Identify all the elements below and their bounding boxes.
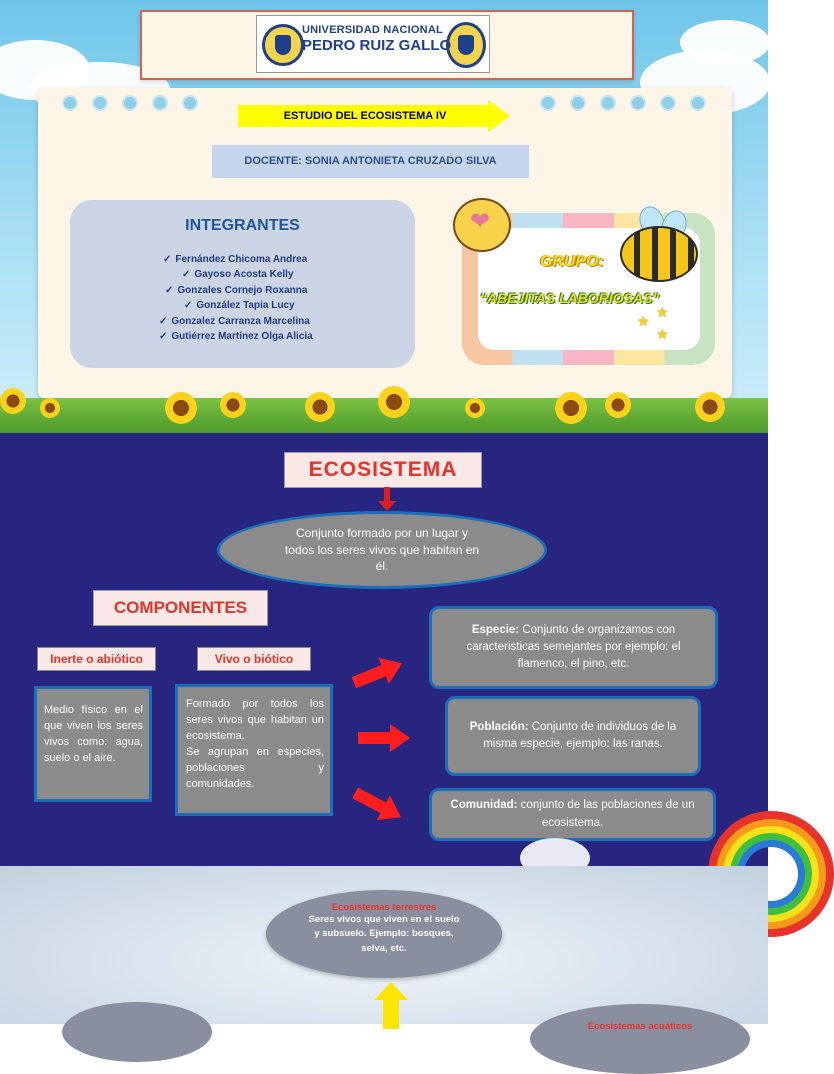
university-name-line2: PEDRO RUIZ GALLO: [302, 37, 452, 54]
check-icon: ✓: [159, 316, 168, 327]
flower-icon: [40, 398, 60, 418]
especie-card: [429, 606, 718, 689]
flower-icon: [555, 392, 587, 424]
university-name-line1: UNIVERSIDAD NACIONAL: [302, 24, 443, 36]
aquatic-title: Ecosistemas acuáticos: [587, 1021, 693, 1032]
check-icon: ✓: [163, 254, 172, 265]
poblacion-text: Conjunto de individuos de la misma especie, ejemplo: las ranas.: [483, 720, 677, 750]
biotic-text-line1: Formado por todos los seres vivos que habitan un ecosistema.: [186, 698, 324, 742]
paper-hole: [600, 95, 616, 111]
member-item: ✓ Gonzalez Carranza Marcelina: [159, 316, 310, 327]
flower-icon: [165, 392, 197, 424]
poblacion-term: Población:: [469, 720, 529, 733]
teacher-name: DOCENTE: SONIA ANTONIETA CRUZADO SILVA: [212, 145, 529, 178]
paper-hole: [630, 95, 646, 111]
course-title: ESTUDIO DEL ECOSISTEMA IV: [283, 110, 447, 122]
member-item: ✓ Gayoso Acosta Kelly: [182, 269, 294, 280]
check-icon: ✓: [159, 331, 168, 342]
university-seal-icon: [262, 24, 304, 66]
check-icon: ✓: [165, 285, 174, 296]
paper-hole: [122, 95, 138, 111]
arrow-right-icon: [358, 724, 410, 752]
faculty-seal-icon: [446, 22, 486, 68]
member-item: ✓ Gutiérrez Martínez Olga Alicia: [159, 331, 313, 342]
check-icon: ✓: [184, 300, 193, 311]
group-label: GRUPO:: [540, 253, 604, 270]
arrow-right-icon: [348, 780, 407, 829]
terrestrial-title: Ecosistemas terrestres: [331, 902, 437, 913]
cloud-decoration: [680, 20, 770, 65]
comunidad-card: [429, 788, 716, 841]
paper-hole: [540, 95, 556, 111]
paper-hole: [690, 95, 706, 111]
member-item: ✓ Gonzales Cornejo Roxanna: [165, 285, 308, 296]
paper-hole: [92, 95, 108, 111]
flower-icon: [465, 398, 485, 418]
arrow-right-icon: [349, 650, 408, 695]
comunidad-text: conjunto de las poblaciones de un ecosistema.: [517, 799, 695, 829]
heart-icon: ❤: [470, 208, 491, 235]
paper-hole: [62, 95, 78, 111]
especie-text: Conjunto de organizamos con caracteristicas semejantes por ejemplo: el flamenco, el pino, etc.: [466, 623, 681, 671]
star-icon: ★: [637, 313, 650, 329]
member-item: ✓ Fernández Chicoma Andrea: [163, 254, 308, 265]
comunidad-term: Comunidad:: [450, 799, 518, 812]
group-name: “ABEJITAS LABORIOSAS”: [480, 290, 660, 306]
ecosystem-oval: [62, 1002, 212, 1062]
biotic-description: [175, 684, 333, 816]
course-title-banner: [238, 100, 508, 132]
abiotic-label: Inerte o abiótico: [37, 647, 156, 671]
ecosystem-slide: [0, 433, 768, 866]
poblacion-card: [445, 696, 701, 776]
bee-icon: [620, 226, 698, 282]
paper-hole: [182, 95, 198, 111]
flower-icon: [305, 392, 335, 422]
paper-hole: [152, 95, 168, 111]
flower-icon: [695, 392, 725, 422]
flower-icon: [220, 392, 246, 418]
flower-icon: [0, 388, 26, 414]
especie-term: Especie:: [471, 623, 520, 636]
components-title: COMPONENTES: [93, 590, 268, 626]
ecosystem-title: ECOSISTEMA: [284, 452, 482, 488]
biotic-text-line2: Se agrupan en especies, poblaciones y comunidades.: [186, 745, 324, 790]
paper-hole: [570, 95, 586, 111]
star-icon: ★: [656, 326, 669, 342]
cover-slide: [0, 0, 768, 433]
flower-icon: [378, 386, 410, 418]
terrestrial-text: Seres vivos que viven en el suelo y subsuelo. Ejemplo: bosques, selva, etc.: [308, 914, 460, 954]
aquatic-ecosystem-oval: [530, 1004, 750, 1074]
abiotic-description: Medio físico en el que viven los seres vivos como: agua, suelo o el aire.: [34, 686, 152, 802]
terrestrial-ecosystem-oval: [266, 890, 502, 978]
member-item: ✓ González Tapia Lucy: [184, 300, 295, 311]
star-icon: ★: [656, 304, 669, 320]
arrow-up-icon: [374, 982, 408, 1026]
paper-hole: [660, 95, 676, 111]
biotic-label: Vivo o biótico: [197, 647, 311, 671]
flower-icon: [605, 392, 631, 418]
arrow-down-icon: [378, 501, 396, 511]
ecosystem-types-slide: [0, 866, 768, 1032]
check-icon: ✓: [182, 269, 191, 280]
members-title: INTEGRANTES: [185, 217, 300, 234]
ecosystem-definition: Conjunto formado por un lugar y todos los seres vivos que habitan en él.: [217, 511, 547, 589]
